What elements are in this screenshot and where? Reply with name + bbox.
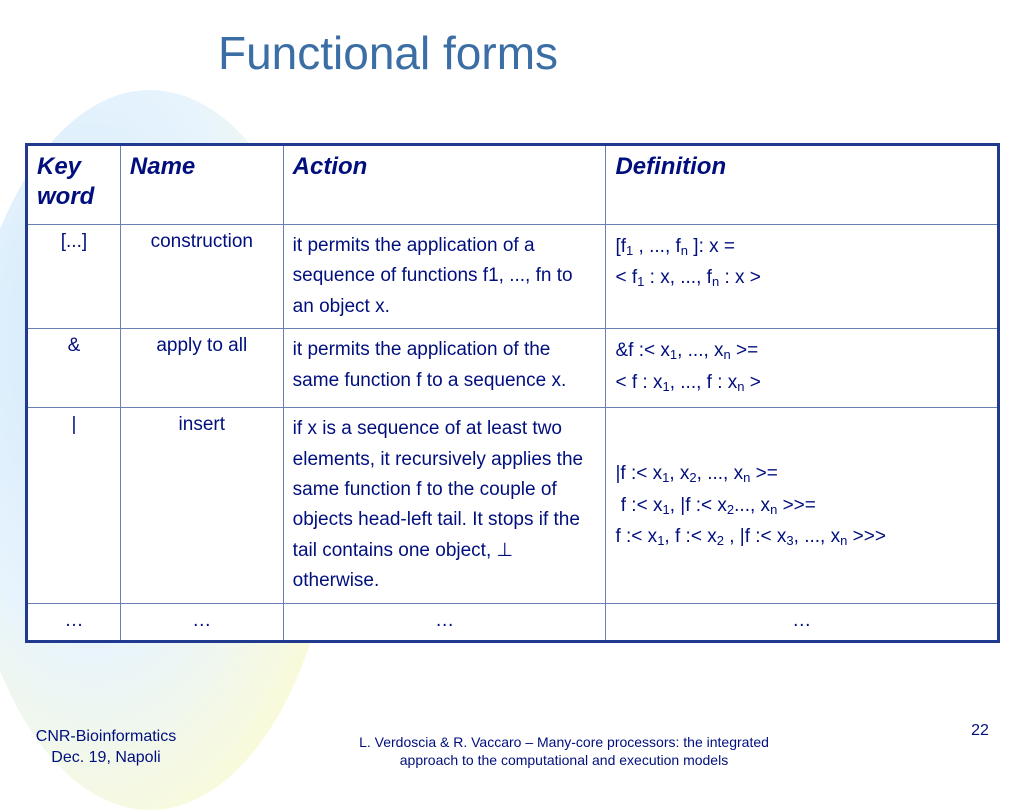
cell-name: construction	[120, 225, 283, 329]
cell-keyword: |	[27, 408, 121, 603]
cell-name: apply to all	[120, 329, 283, 408]
cell-definition: [$f_1$ , ..., $f_n$ ]: x = < $f_1$ : x, ..., $f_n$ : x >	[606, 225, 999, 329]
table-row-ellipsis	[27, 603, 999, 641]
cell-definition: …	[606, 603, 999, 641]
header-action: Action	[283, 145, 606, 225]
cell-keyword: &	[27, 329, 121, 408]
footer-organization	[16, 727, 196, 769]
cell-name: …	[120, 603, 283, 641]
cell-name: insert	[120, 408, 283, 603]
functional-forms-table	[25, 143, 1000, 643]
cell-definition: &f :< $x_1$, ..., $x_n$ >= < f : $x_1$, ..., f : $x_n$ >	[606, 329, 999, 408]
table-row-insert	[27, 408, 999, 603]
footer-citation	[300, 733, 828, 769]
cell-action: it permits the application of the same function f to a sequence x.	[283, 329, 606, 408]
header-name: Name	[120, 145, 283, 225]
cell-keyword: [...]	[27, 225, 121, 329]
table-header-row	[27, 145, 999, 225]
table-row-apply-to-all	[27, 329, 999, 408]
cell-keyword: …	[27, 603, 121, 641]
cell-definition: |f :< $x_1$, $x_2$, ..., $x_n$ >= f :< $x_1$, |f :< $x_2$..., $x_n$ >>= f :< $x_1$, f :< $x_2$ , |f :< $x_3$, ..., $x_n$ >>>	[606, 408, 999, 603]
footer-date-location: Dec. 19, Napoli	[51, 748, 161, 766]
slide-title: Functional forms	[218, 27, 559, 79]
footer-citation-line1: L. Verdoscia & R. Vaccaro – Many-core processors: the integrated	[359, 734, 769, 750]
header-keyword: Key word	[27, 145, 121, 225]
page-number: 22	[971, 722, 989, 739]
cell-action: if x is a sequence of at least two elements, it recursively applies the same function f to the couple of objects head-left tail. It stops if the tail contains one object, ⊥ otherwise.	[283, 408, 606, 603]
table-row-construction	[27, 225, 999, 329]
header-definition: Definition	[606, 145, 999, 225]
footer-citation-line2: approach to the computational and execution models	[399, 752, 729, 769]
cell-action: it permits the application of a sequence of functions f1, ..., fn to an object x.	[283, 225, 606, 329]
cell-action: …	[283, 603, 606, 641]
footer-org-name: CNR-Bioinformatics	[35, 728, 177, 745]
